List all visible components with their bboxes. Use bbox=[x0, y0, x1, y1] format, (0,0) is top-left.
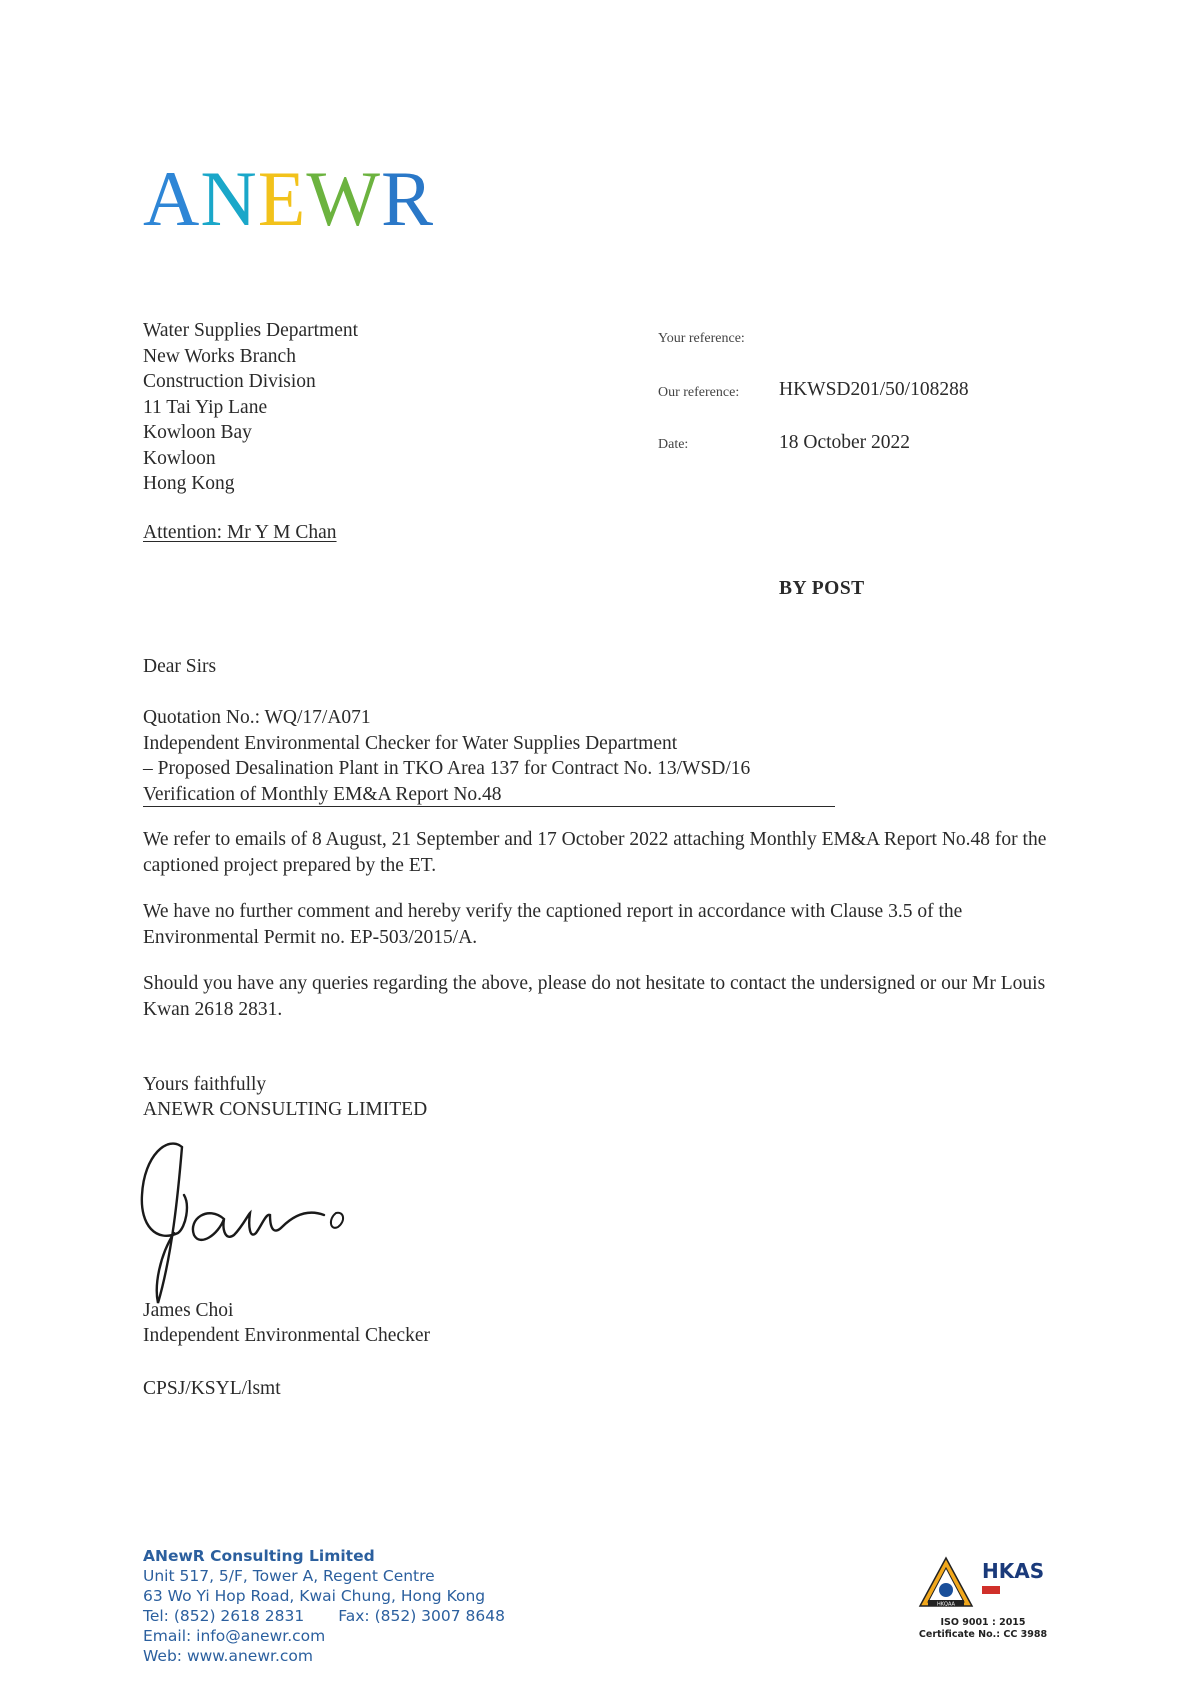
logo-letter-r: R bbox=[380, 155, 434, 242]
footer-address-line: Unit 517, 5/F, Tower A, Regent Centre bbox=[143, 1567, 435, 1585]
logo-letter-a: A bbox=[143, 155, 201, 242]
footer-web[interactable]: Web: www.anewr.com bbox=[143, 1647, 313, 1665]
footer-company: ANewR Consulting Limited bbox=[143, 1547, 375, 1565]
paragraph: Should you have any queries regarding the above, please do not hesitate to contact the undersigned or our Mr Louis Kwan 2618 2831. bbox=[143, 973, 1046, 1020]
attention-line: Attention: Mr Y M Chan bbox=[143, 522, 337, 543]
footer-email[interactable]: Email: info@anewr.com bbox=[143, 1627, 326, 1645]
subject-line: – Proposed Desalination Plant in TKO Area 137 for Contract No. 13/WSD/16 bbox=[143, 758, 751, 779]
footer-fax: Fax: (852) 3007 8648 bbox=[338, 1607, 506, 1625]
subject-line-underlined: Verification of Monthly EM&A Report No.48 bbox=[143, 783, 835, 807]
closing-company: ANEWR CONSULTING LIMITED bbox=[143, 1099, 428, 1120]
delivery-method: BY POST bbox=[779, 578, 865, 599]
hkas-badge-text: HKAS bbox=[982, 1559, 1045, 1583]
reference-initials: CPSJ/KSYL/lsmt bbox=[143, 1378, 281, 1399]
recipient-address bbox=[143, 318, 358, 497]
footer-address-line: 63 Wo Yi Hop Road, Kwai Chung, Hong Kong bbox=[143, 1587, 486, 1605]
subject-line: Quotation No.: WQ/17/A071 bbox=[143, 707, 371, 728]
date-value: 18 October 2022 bbox=[779, 432, 911, 453]
paragraph: We refer to emails of 8 August, 21 September and 17 October 2022 attaching Monthly EM&A Report No.48 for the captioned project prepared by the ET. bbox=[143, 829, 1047, 876]
certification-badges-icon bbox=[918, 1556, 1048, 1612]
handwritten-signature bbox=[138, 1135, 398, 1305]
iso-standard: ISO 9001 : 2015 bbox=[940, 1617, 1026, 1628]
subject-line: Independent Environmental Checker for Water Supplies Department bbox=[143, 732, 678, 754]
footer-tel: Tel: (852) 2618 2831 bbox=[143, 1607, 305, 1625]
our-reference-value: HKWSD201/50/108288 bbox=[779, 379, 969, 400]
address-line: Hong Kong bbox=[143, 473, 235, 494]
address-line: Construction Division bbox=[143, 371, 316, 392]
your-reference-label: Your reference: bbox=[658, 331, 745, 346]
signer-name: James Choi bbox=[143, 1300, 234, 1321]
logo-letter-e: E bbox=[257, 155, 307, 242]
our-reference-label: Our reference: bbox=[658, 385, 740, 400]
paragraph: We have no further comment and hereby verify the captioned report in accordance with Clause 3.5 of the Environmental Permit no. EP-503/2015/A. bbox=[143, 901, 963, 948]
signer-title: Independent Environmental Checker bbox=[143, 1325, 430, 1346]
hkqaa-badge-text: HKQAA bbox=[937, 1601, 955, 1608]
address-line: New Works Branch bbox=[143, 345, 296, 367]
certification-marks bbox=[918, 1556, 1048, 1641]
company-logo bbox=[143, 155, 434, 242]
logo-letter-n: N bbox=[200, 155, 258, 242]
subject-block bbox=[143, 705, 1053, 807]
address-line: Kowloon bbox=[143, 447, 216, 469]
address-line: 11 Tai Yip Lane bbox=[143, 396, 268, 418]
certificate-number: Certificate No.: CC 3988 bbox=[918, 1629, 1048, 1640]
salutation: Dear Sirs bbox=[143, 656, 217, 677]
date-label: Date: bbox=[658, 437, 689, 452]
address-line: Kowloon Bay bbox=[143, 422, 252, 443]
footer-contact bbox=[143, 1546, 505, 1666]
closing-phrase: Yours faithfully bbox=[143, 1074, 267, 1095]
address-line: Water Supplies Department bbox=[143, 320, 359, 341]
logo-letter-w: W bbox=[306, 155, 381, 242]
